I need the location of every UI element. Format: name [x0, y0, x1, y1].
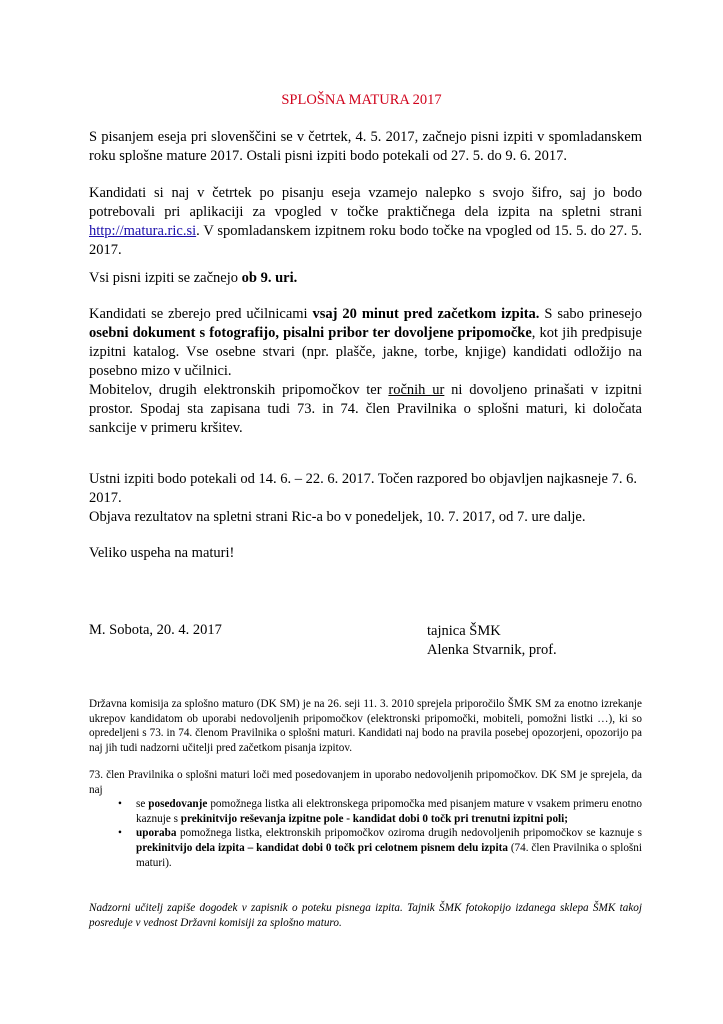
paragraph-label-code	[89, 184, 642, 260]
list-text: pomožnega listka ali elektronskega pripomočka med pisanjem mature v vsakem primeru enotno kaznuje s	[136, 798, 642, 825]
bold-text: uporaba	[136, 827, 177, 840]
footer-note	[89, 901, 642, 930]
bold-text: posedovanje	[148, 798, 208, 811]
list-text: pomožnega listka, elektronskih pripomočkov oziroma drugih nedovoljenih pripomočkov se kaznuje s	[176, 827, 642, 840]
paragraph-text: Veliko uspeha na maturi!	[89, 545, 235, 561]
paragraph-written-exams	[89, 128, 642, 166]
bold-text: vsaj 20 minut pred začetkom izpita.	[312, 306, 540, 322]
paragraph-text: , kot jih predpisuje izpitni katalog. Vse osebne stvari (npr. plašče, jakne, torbe, knjige) kandidati odložijo na posebno mizo v učilnici.	[89, 325, 642, 379]
paragraph-good-luck	[89, 544, 642, 563]
paragraph-oral-exams	[89, 470, 642, 527]
underlined-text: ročnih ur	[388, 382, 445, 398]
document-title: SPLOŠNA MATURA 2017	[281, 92, 442, 108]
signature-role: tajnica ŠMK	[427, 623, 501, 639]
paragraph-text: Mobitelov, drugih elektronskih pripomočkov ter	[89, 382, 389, 398]
start-time-bold: ob 9. uri.	[241, 270, 298, 286]
paragraph-text: ni dovoljeno prinašati v izpitni prostor. Spodaj sta zapisana tudi 73. in 74. člen Pravilnika o splošni maturi, ki določata sankcije v primeru kršitev.	[89, 382, 642, 436]
list-text: se	[136, 798, 149, 811]
bullet-icon: •	[118, 827, 122, 840]
paragraph-text: Kandidati si naj v četrtek po pisanju eseja vzamejo nalepko s svojo šifro, saj jo bodo potrebovali pri aplikaciji za vpogled v točke praktičnega dela izpita na spletni strani	[89, 185, 642, 220]
bold-text: prekinitvijo dela izpita – kandidat dobi 0 točk pri celotnem pisnem delu izpita	[136, 841, 508, 854]
paragraph-gathering	[89, 305, 642, 438]
bullet-icon: •	[118, 798, 122, 811]
signature-block	[427, 622, 557, 660]
paragraph-text: Kandidati se zberejo pred učilnicami	[89, 306, 313, 322]
list-text: (74. člen Pravilnika o splošni maturi).	[136, 841, 642, 869]
bold-text: osebni dokument s fotografijo, pisalni pribor ter dovoljene pripomočke	[89, 325, 532, 341]
note-text: Državna komisija za splošno maturo (DK SM) je na 26. seji 11. 3. 2010 sprejela priporočilo ŠMK SM za enotno izrekanje ukrepov kandidatom ob uporabi nedovoljenih pripomočkov (elektronski pripomočki, mobiteli, pomožni listki …), ki so opredeljeni s 73. in 74. členom Pravilnika o splošni maturi. Kandidati naj bodo na pravila posebej opozorjeni, opozorijo pa naj jih tudi nadzorni učitelji pred začetkom pisanja izpitov.	[89, 698, 642, 754]
paragraph-text: . V spomladanskem izpitnem roku bodo točke na vpogled od 15. 5. do 27. 5. 2017.	[89, 223, 642, 258]
list-item	[118, 797, 642, 826]
sanctions-list	[89, 797, 642, 870]
paragraph-text: S pisanjem eseja pri slovenščini se v četrtek, 4. 5. 2017, začnejo pisni izpiti v spomladanskem roku splošne mature 2017. Ostali pisni izpiti bodo potekali od 27. 5. do 9. 6. 2017.	[89, 129, 642, 164]
list-item	[118, 826, 642, 870]
signature-place-date: M. Sobota, 20. 4. 2017	[89, 622, 222, 638]
paragraph-text: Objava rezultatov na spletni strani Ric-a bo v ponedeljek, 10. 7. 2017, od 7. ure dalje.	[89, 509, 586, 525]
paragraph-text: Vsi pisni izpiti se začnejo	[89, 270, 242, 286]
note-text: 73. člen Pravilnika o splošni maturi loči med posedovanjem in uporabo nedovoljenih pripomočkov. DK SM je sprejela, da naj	[89, 769, 642, 796]
paragraph-start-time	[89, 269, 642, 288]
note-article-73	[89, 768, 642, 870]
signature-name: Alenka Stvarnik, prof.	[427, 642, 557, 658]
matura-ric-link[interactable]: http://matura.ric.si	[89, 223, 197, 239]
paragraph-text: Ustni izpiti bodo potekali od 14. 6. – 22. 6. 2017. Točen razpored bo objavljen najkasneje 7. 6. 2017.	[89, 471, 637, 506]
footer-text: Nadzorni učitelj zapiše dogodek v zapisnik o poteku pisnega izpita. Tajnik ŠMK fotokopijo izdanega sklepa ŠMK takoj posreduje v vednost Državni komisiji za splošno maturo.	[89, 902, 642, 929]
bold-text: prekinitvijo reševanja izpitne pole - kandidat dobi 0 točk pri trenutni izpitni poli;	[180, 812, 568, 825]
note-commission	[89, 697, 642, 755]
paragraph-text: S sabo prinesejo	[539, 306, 642, 322]
